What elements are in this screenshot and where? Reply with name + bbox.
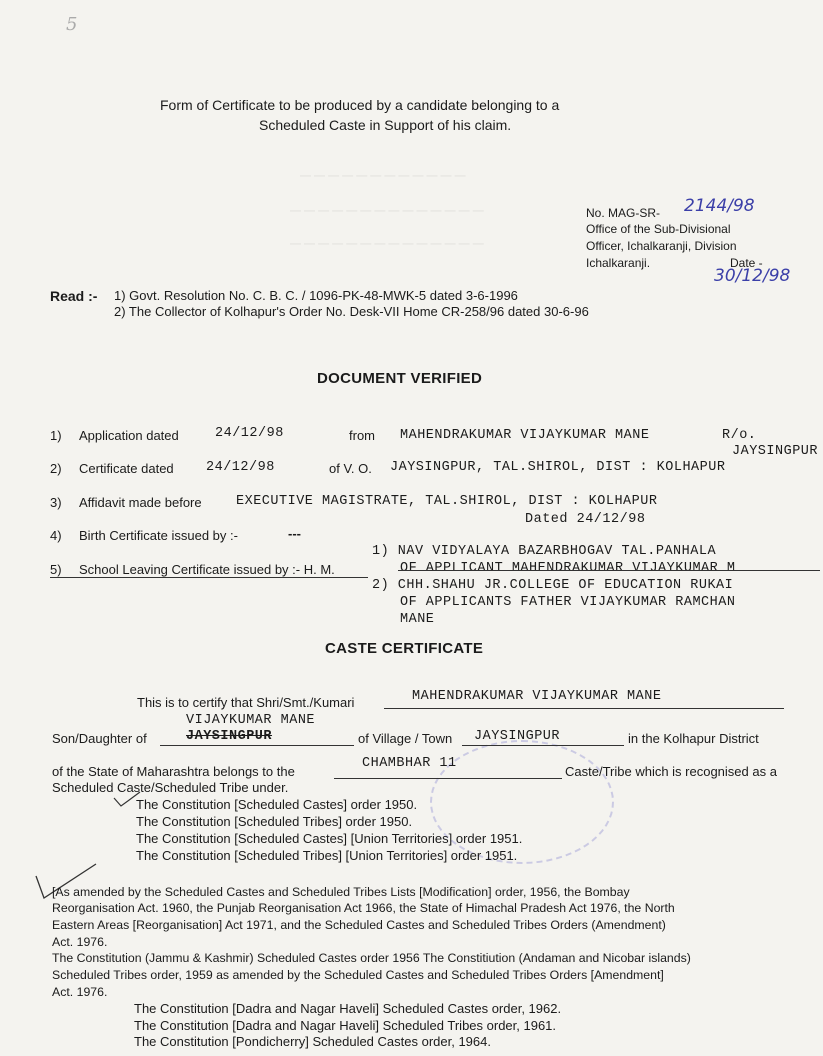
village-underline [462, 745, 624, 746]
certified-name: MAHENDRAKUMAR VIJAYKUMAR MANE [412, 689, 662, 704]
school-1-detail: OF APPLICANT MAHENDRAKUMAR VIJAYKUMAR M [400, 561, 736, 576]
order-dadra-sc: The Constitution [Dadra and Nagar Haveli] Scheduled Castes order, 1962. [134, 1001, 562, 1016]
bleed-through-text: — — — — — — — — — — — — — — [290, 238, 484, 250]
office-line-1: Office of the Sub-Divisional [586, 222, 731, 236]
bleed-through-text: — — — — — — — — — — — — [300, 170, 466, 182]
village-value: JAYSINGPUR [474, 729, 561, 744]
of-vo-label: of V. O. [329, 461, 372, 476]
order-pondicherry-sc: The Constitution [Pondicherry] Scheduled Castes order, 1964. [134, 1034, 491, 1049]
father-underline [160, 745, 354, 746]
item-4-number: 4) [50, 528, 62, 543]
item-5-label: School Leaving Certificate issued by :- H. M. [79, 562, 335, 577]
caste-tail: Caste/Tribe which is recognised as a [565, 764, 777, 779]
caste-certificate-heading: CASTE CERTIFICATE [325, 640, 484, 657]
amended-line-4: Act. 1976. [52, 935, 108, 949]
school-2: 2) CHH.SHAHU JR.COLLEGE OF EDUCATION RUKAI [372, 578, 734, 593]
item-5-number: 5) [50, 562, 62, 577]
item-5-underline [50, 577, 368, 578]
document-verified-heading: DOCUMENT VERIFIED [317, 370, 483, 387]
item-2-number: 2) [50, 461, 62, 476]
school-2-detail-cont: MANE [400, 612, 435, 627]
ref-no-handwritten: 2144/98 [684, 196, 755, 216]
jk-order-line-1: The Constitution (Jammu & Kashmir) Scheduled Castes order 1956 The Constitiution (Andaman and Nicobar islands) [52, 951, 691, 965]
office-line-3: Ichalkaranji. [586, 256, 651, 270]
applicant-name: MAHENDRAKUMAR VIJAYKUMAR MANE [400, 428, 650, 443]
certificate-date: 24/12/98 [206, 460, 275, 475]
ref-no-label: No. MAG-SR- [586, 206, 661, 220]
date-handwritten: 30/12/98 [714, 266, 791, 286]
school-1-strike [398, 570, 820, 571]
form-title-line-2: Scheduled Caste in Support of his claim. [259, 117, 512, 133]
jk-order-line-2: Scheduled Tribes order, 1959 as amended by the Scheduled Castes and Scheduled Tribes Orders [Amendment] [52, 968, 664, 982]
item-1-label: Application dated [79, 428, 179, 443]
jk-order-line-3: Act. 1976. [52, 985, 108, 999]
village-label: of Village / Town [358, 731, 453, 746]
item-2-label: Certificate dated [79, 461, 174, 476]
struck-village: JAYSINGPUR [186, 729, 273, 744]
office-line-2: Officer, Ichalkaranji, Division [586, 239, 737, 253]
son-daughter-label: Son/Daughter of [52, 731, 147, 746]
read-item-1: 1) Govt. Resolution No. C. B. C. / 1096-PK-48-MWK-5 dated 3-6-1996 [114, 288, 518, 303]
order-1950-st: The Constitution [Scheduled Tribes] order 1950. [136, 814, 413, 829]
amended-line-3: Eastern Areas [Reorganisation] Act 1971, and the Scheduled Castes and Scheduled Tribes Orders (Amendment) [52, 918, 666, 932]
read-item-2: 2) The Collector of Kolhapur's Order No. Desk-VII Home CR-258/96 dated 30-6-96 [114, 304, 589, 319]
vo-place: JAYSINGPUR, TAL.SHIROL, DIST : KOLHAPUR [390, 460, 726, 475]
order-1951-st-ut: The Constitution [Scheduled Tribes] [Union Territories] order 1951. [136, 848, 518, 863]
sc-label: Scheduled Caste/Scheduled Tribe under. [52, 780, 289, 795]
caste-value: CHAMBHAR 11 [362, 756, 457, 771]
birth-certificate-value: --- [288, 526, 301, 541]
resident-place: JAYSINGPUR [732, 444, 819, 459]
amended-line-2: Reorganisation Act. 1960, the Punjab Reorganisation Act 1966, the State of Himachal Pradesh Act 1976, the North [52, 901, 675, 915]
order-1950-sc: The Constitution [Scheduled Castes] order 1950. [136, 797, 418, 812]
affidavit-authority: EXECUTIVE MAGISTRATE, TAL.SHIROL, DIST : KOLHAPUR [236, 494, 658, 509]
date-label: Date - [730, 256, 763, 270]
application-date: 24/12/98 [215, 426, 284, 441]
resident-of-label: R/o. [722, 428, 757, 443]
from-label: from [349, 428, 375, 443]
name-underline [384, 708, 784, 709]
read-label: Read :- [50, 288, 98, 304]
affidavit-date: Dated 24/12/98 [525, 512, 646, 527]
item-3-number: 3) [50, 495, 62, 510]
order-dadra-st: The Constitution [Dadra and Nagar Haveli] Scheduled Tribes order, 1961. [134, 1018, 557, 1033]
father-name: VIJAYKUMAR MANE [186, 713, 316, 728]
school-2-detail: OF APPLICANTS FATHER VIJAYKUMAR RAMCHAN [400, 595, 736, 610]
district-label: in the Kolhapur District [628, 731, 759, 746]
item-1-number: 1) [50, 428, 62, 443]
order-1951-sc-ut: The Constitution [Scheduled Castes] [Union Territories] order 1951. [136, 831, 523, 846]
amended-line-1: [As amended by the Scheduled Castes and Scheduled Tribes Lists [Modification] order, 1956, the Bombay [52, 885, 630, 899]
item-3-label: Affidavit made before [79, 495, 202, 510]
caste-underline [334, 778, 562, 779]
school-1: 1) NAV VIDYALAYA BAZARBHOGAV TAL.PANHALA [372, 544, 717, 559]
bleed-through-text: — — — — — — — — — — — — — — [290, 205, 484, 217]
item-4-label: Birth Certificate issued by :- [79, 528, 238, 543]
certify-prefix: This is to certify that Shri/Smt./Kumari [137, 695, 355, 710]
page-number-mark: 5 [66, 14, 78, 35]
state-label: of the State of Maharashtra belongs to the [52, 764, 295, 779]
form-title-line-1: Form of Certificate to be produced by a candidate belonging to a [160, 97, 560, 113]
